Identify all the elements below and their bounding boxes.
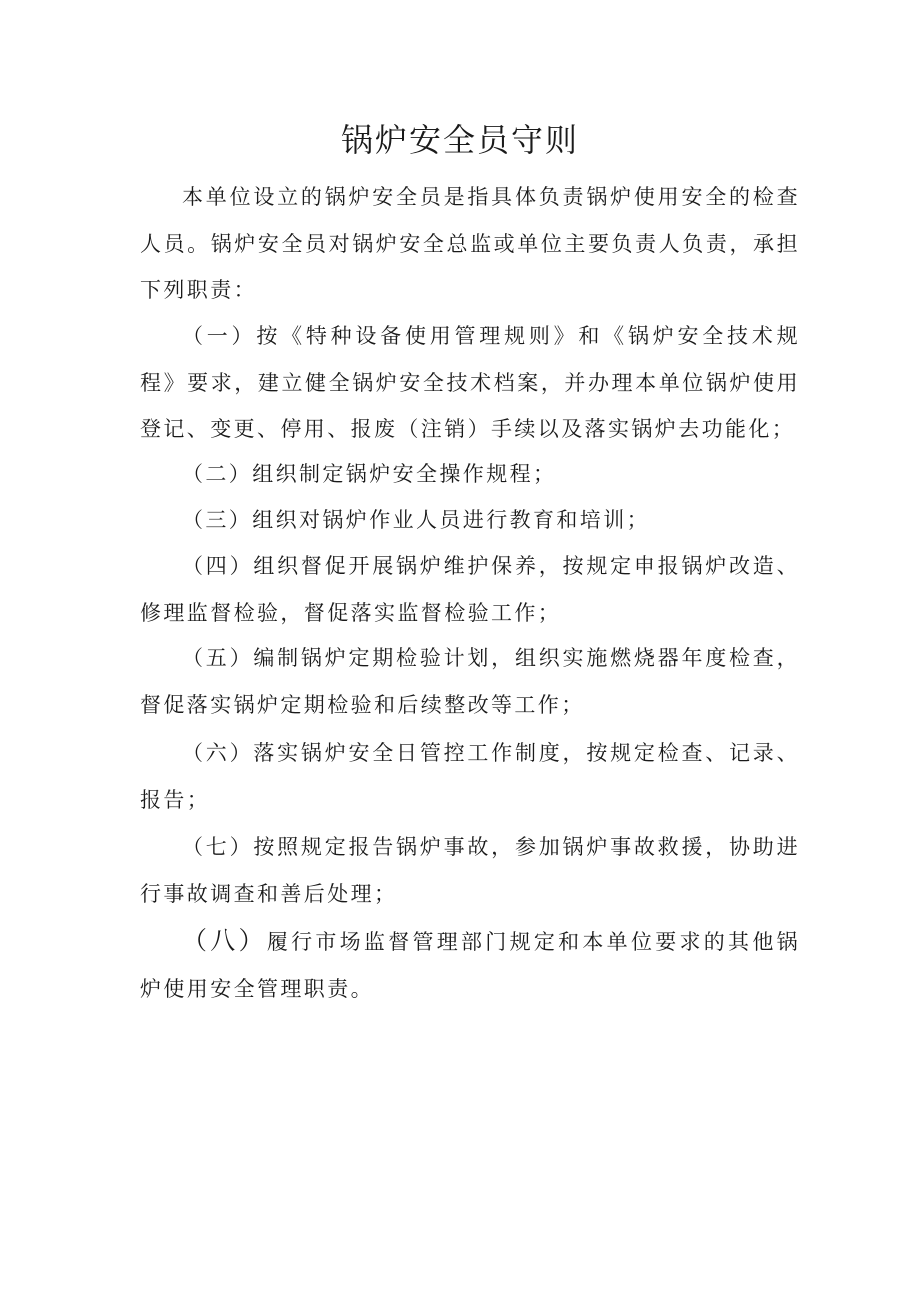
duty-item-6: （六）落实锅炉安全日管控工作制度，按规定检查、记录、报告； — [140, 741, 800, 812]
duty-item-5: （五）编制锅炉定期检验计划，组织实施燃烧器年度检查，督促落实锅炉定期检验和后续整改等工作； — [140, 646, 800, 717]
duty-item-4: （四）组织督促开展锅炉维护保养，按规定申报锅炉改造、修理监督检验，督促落实监督检验工作； — [140, 554, 800, 625]
duty-item-2: （二）组织制定锅炉安全操作规程； — [182, 462, 557, 486]
duty-item-8 — [140, 918, 800, 1012]
duty-item-8-number: （八） — [182, 926, 267, 955]
duty-item-1: （一）按《特种设备使用管理规则》和《锅炉安全技术规程》要求，建立健全锅炉安全技术档案，并办理本单位锅炉使用登记、变更、停用、报废（注销）手续以及落实锅炉去功能化； — [140, 324, 800, 441]
duty-item-3: （三）组织对锅炉作业人员进行教育和培训； — [182, 508, 650, 532]
document-title: 锅炉安全员守则 — [340, 121, 579, 159]
intro-paragraph: 本单位设立的锅炉安全员是指具体负责锅炉使用安全的检查人员。锅炉安全员对锅炉安全总监或单位主要负责人负责，承担下列职责： — [140, 185, 800, 302]
duty-item-8-text: 履行市场监督管理部门规定和本单位要求的其他锅炉使用安全管理职责。 — [140, 930, 800, 1001]
duty-item-7: （七）按照规定报告锅炉事故，参加锅炉事故救援，协助进行事故调查和善后处理； — [140, 835, 800, 906]
